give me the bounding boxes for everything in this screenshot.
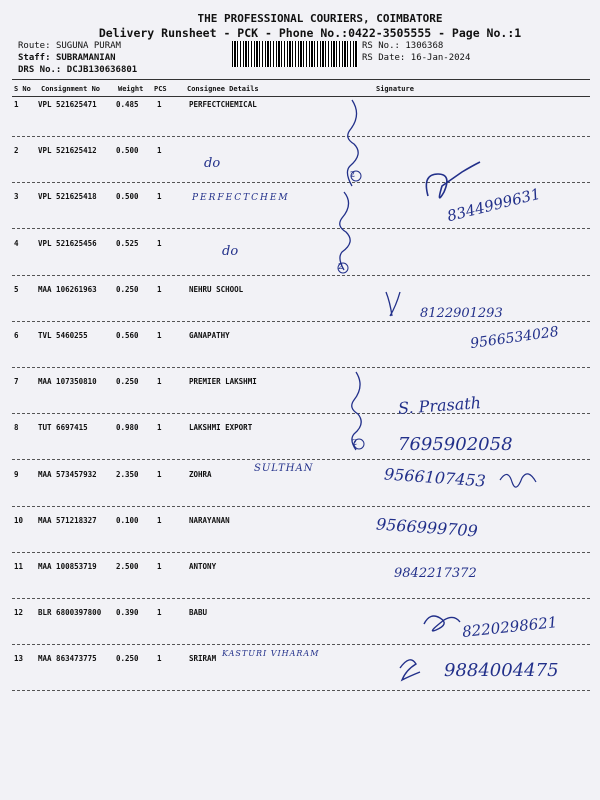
col-header-consignment: Consignment No [41,85,101,93]
drs-label: DRS No.: [18,65,62,75]
hw-signature-r10: 9566999709 [375,514,479,541]
cell-consignment: TVL 5460255 [38,331,88,340]
cell-weight: 0.560 [116,331,139,340]
cell-consignment: TUT 6697415 [38,423,88,433]
drs-value: DCJB130636801 [66,65,138,75]
cell-consignee: NARAYANAN [189,515,230,525]
cell-pcs: 1 [157,654,162,664]
hw-bracket-mark-a: 2 [350,170,356,179]
cell-consignment: VPL 521625456 [38,238,97,248]
rs-no-value: 1306368 [405,41,444,51]
bracket-rows-3-4 [340,192,350,270]
cell-sno: 12 [14,608,24,618]
cell-consignee: SRIRAM [189,654,217,664]
cell-consignment: MAA 571218327 [38,515,97,525]
cell-weight: 0.390 [116,608,139,618]
cell-weight: 2.500 [116,562,139,571]
hw-bracket-mark-b: 2 [338,262,344,271]
cell-consignment: VPL 521625412 [38,146,97,156]
cell-sno: 7 [14,377,19,387]
cell-pcs: 1 [157,377,162,387]
cell-weight: 0.500 [116,146,139,156]
cell-pcs: 1 [157,515,162,525]
cell-pcs: 1 [157,608,162,618]
cell-consignment: MAA 100853719 [38,562,97,571]
cell-pcs: 1 [157,146,162,156]
cell-weight: 0.980 [116,423,139,433]
cell-pcs: 1 [157,284,162,294]
signature-scribble-13 [400,660,420,680]
cell-weight: 2.350 [116,469,139,479]
cell-consignee: GANAPATHY [189,331,230,340]
hw-signature-r9: 9566107453 [383,464,487,491]
cell-consignee: ZOHRA [189,469,212,479]
cell-sno: 9 [14,469,19,479]
cell-pcs: 1 [157,238,162,248]
cell-sno: 11 [14,562,24,571]
route-label: Route: [18,41,51,51]
hw-signature-r7: S. Prasath [397,393,482,418]
cell-weight: 0.250 [116,284,139,294]
col-header-sno: S No [14,85,31,93]
hw-signature-r13: 9884004475 [444,660,559,681]
col-header-pcs: PCS [154,85,167,93]
cell-sno: 13 [14,654,24,664]
cell-sno: 2 [14,146,19,156]
cell-consignment: MAA 106261963 [38,284,97,294]
hw-consignee-r9: SULTHAN [254,463,314,474]
cell-consignee: LAKSHMI EXPORT [189,423,253,433]
hw-signature-r8: 7695902058 [398,434,513,455]
col-header-consignee: Consignee Details [187,85,259,93]
cell-weight: 0.100 [116,515,139,525]
cell-consignee: ANTONY [189,562,217,571]
hw-bracket-mark-c: 2 [352,438,358,447]
col-header-signature: Signature [376,85,414,93]
cell-consignee: NEHRU SCHOOL [189,284,244,294]
runsheet-subtitle: Delivery Runsheet - PCK - Phone No.:0422-3505555 - Page No.:1 [98,26,522,40]
signature-scribble-12 [424,616,460,631]
col-header-weight: Weight [118,85,144,93]
cell-weight: 0.250 [116,654,139,664]
cell-consignment: MAA 107350810 [38,377,97,387]
cell-consignment: VPL 521625418 [38,192,97,202]
cell-weight: 0.250 [116,377,139,387]
cell-pcs: 1 [157,192,162,202]
cell-pcs: 1 [157,331,162,340]
cell-sno: 5 [14,284,19,294]
cell-sno: 3 [14,192,19,202]
cell-pcs: 1 [157,100,162,109]
cell-weight: 0.525 [116,238,139,248]
hw-signature-r12: 8220298621 [461,613,559,641]
signature-scribble-5 [386,292,400,316]
rs-date-value: 16-Jan-2024 [410,53,471,63]
rs-date-label: RS Date: [362,53,406,63]
cell-weight: 0.485 [116,100,139,109]
cell-consignment: MAA 863473775 [38,654,97,664]
cell-sno: 4 [14,238,19,248]
cell-sno: 1 [14,100,19,109]
hw-consignee-r3: PERFECTCHEM [192,193,290,203]
hw-signature-r5: 8122901293 [420,306,503,321]
hw-signature-r6: 9566534028 [469,323,560,353]
hw-consignee-r4: do [222,244,239,259]
cell-sno: 6 [14,331,19,340]
signature-scribble-9 [500,474,536,487]
cell-consignee: PREMIER LAKSHMI [189,377,257,387]
cell-weight: 0.500 [116,192,139,202]
cell-pcs: 1 [157,562,162,571]
cell-sno: 10 [14,515,24,525]
hw-signature-phone-a: 8344999631 [445,184,543,226]
cell-consignment: BLR 6800397800 [38,608,102,618]
staff-value: SUBRAMANIAN [55,53,116,63]
hw-consignee-r2: do [204,156,221,171]
rs-no-label: RS No.: [362,41,400,51]
cell-consignment: VPL 521625471 [38,100,97,109]
cell-pcs: 1 [157,423,162,433]
cell-pcs: 1 [157,469,162,479]
route-value: SUGUNA PURAM [55,41,121,51]
staff-label: Staff: [18,53,51,63]
cell-consignment: MAA 573457932 [38,469,97,479]
cell-consignee: BABU [189,608,208,618]
cell-consignee: PERFECTCHEMICAL [189,100,257,109]
hw-consignee-r13: KASTURI VIHARAM [222,649,320,658]
cell-sno: 8 [14,423,19,433]
signature-scribble-1-4 [426,162,480,198]
company-title: THE PROFESSIONAL COURIERS, COIMBATORE [197,12,443,25]
hw-signature-r11: 9842217372 [394,566,477,581]
